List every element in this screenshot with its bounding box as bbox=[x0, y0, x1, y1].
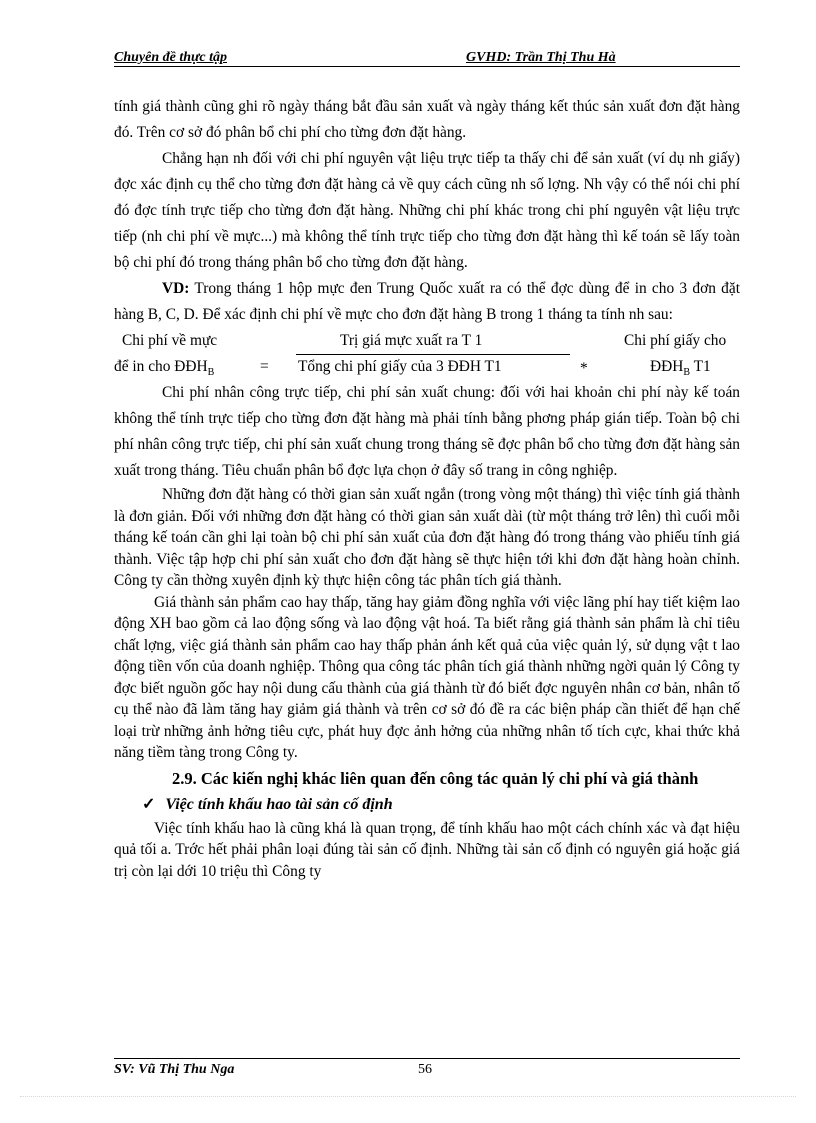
page-number: 56 bbox=[418, 1062, 432, 1077]
subsection-heading bbox=[114, 792, 740, 818]
formula-left-subscript: B bbox=[207, 367, 215, 379]
footer-author: SV: Vũ Thị Thu Nga bbox=[114, 1062, 235, 1077]
footer-rule bbox=[114, 1058, 740, 1059]
header-right: GVHD: Trần Thị Thu Hà bbox=[466, 50, 616, 65]
paragraph-3-text: Trong tháng 1 hộp mực đen Trung Quốc xuất ra có thể đợc dùng để in cho 3 đơn đặt hàng B, C, D. Để xác định chi phí về mực cho đơn đặt hàng B trong 1 tháng ta tính nh sau: bbox=[114, 280, 740, 323]
formula-numerator: Trị giá mực xuất ra T 1 bbox=[340, 332, 483, 349]
formula-left-line1: Chi phí về mực bbox=[122, 332, 218, 349]
paragraph-7: Việc tính khấu hao là cũng khá là quan trọng, để tính khấu hao một cách chính xác và đạt hiệu quả tối a. Trớc hết phải phân loại đúng tài sản cố định. Những tài sản cố định có nguyên giá hoặc giá trị còn lại dới 10 triệu thì Công ty bbox=[114, 819, 740, 880]
header-left: Chuyên đề thực tập bbox=[114, 50, 228, 65]
paragraph-3 bbox=[114, 276, 740, 328]
formula-right-line1: Chi phí giấy cho bbox=[624, 332, 727, 349]
formula-right-text-a: ĐĐH bbox=[650, 358, 684, 375]
formula-left-text: để in cho ĐĐH bbox=[114, 358, 208, 375]
paragraph-6: Giá thành sản phẩm cao hay thấp, tăng hay giảm đồng nghĩa với việc lãng phí hay tiết kiệm lao động XH bao gồm cả lao động sống và lao động vật hoá. Ta biết rằng giá thành sản phẩm là chỉ tiêu chất lợng, việc giá thành sản phẩm cao hay thấp phản ánh kết quả của việc quản lý, sử dụng vật t lao động tiền vốn của doanh nghiệp. Thông qua công tác phân tích giá thành những ngời quản lý Công ty đợc biết nguồn gốc hay nội dung cấu thành của giá thành từ đó biết đợc nguyên nhân cơ bản, nhân tố cụ thể nào đã làm tăng hay giảm giá thành và trên cơ sở đó đề ra các biện pháp cần thiết để hạn chế loại trừ những ảnh hởng tiêu cực, phát huy đợc ảnh hởng của những nhân tố tích cực, khai thức khả năng tiềm tàng trong Công ty. bbox=[114, 593, 740, 761]
header-rule bbox=[114, 66, 740, 67]
paragraph-5: Những đơn đặt hàng có thời gian sản xuất ngắn (trong vòng một tháng) thì việc tính giá thành là đơn giản. Đối với những đơn đặt hàng có thời gian sản xuất dài (từ một tháng trở lên) thì cuối mỗi tháng kế toán cần ghi lại toàn bộ chi phí sản xuất của đơn đặt hàng đó trong tháng vào phiếu tính giá thành. Việc tập hợp chi phí sản xuất cho đơn đặt hàng sẽ thực hiện tới khi đơn đặt hàng hoàn chỉnh. Công ty cần thờng xuyên định kỳ thực hiện công tác phân tích giá thành. bbox=[114, 486, 740, 589]
formula-right-subscript: B bbox=[683, 367, 691, 379]
example-label: VD: bbox=[162, 280, 190, 297]
formula-left-line2 bbox=[114, 354, 214, 386]
paragraph-4: Chi phí nhân công trực tiếp, chi phí sản xuất chung: đối với hai khoản chi phí này kế toán không thể tính trực tiếp cho từng đơn đặt hàng mà phải tính bằng phơng pháp gián tiếp. Toàn bộ chi phí nhân công trực tiếp, chi phí sản xuất chung trong tháng sẽ đợc phân bổ cho từng đơn đặt hàng sản xuất trong tháng. Tiêu chuẩn phân bổ đợc lựa chọn ở đây số trang in công nghiệp. bbox=[114, 384, 740, 479]
paragraph-1: tính giá thành cũng ghi rõ ngày tháng bắt đầu sản xuất và ngày tháng kết thúc sản xuất đơn đặt hàng đó. Trên cơ sở đó phân bổ chi phí cho từng đơn đặt hàng. bbox=[114, 98, 740, 141]
checkmark-icon: ✓ bbox=[142, 795, 156, 813]
page-bottom-divider bbox=[20, 1096, 796, 1097]
body-text bbox=[114, 94, 740, 882]
paragraph-2: Chẳng hạn nh đối với chi phí nguyên vật liệu trực tiếp ta thấy chi để sản xuất (ví dụ nh giấy) đợc xác định cụ thể cho từng đơn đặt hàng cả về quy cách cũng nh số lợng. Nh vậy có thể nói chi phí đó đợc tính trực tiếp cho từng đơn đặt hàng. Những chi phí khác trong chi phí nguyên vật liệu trực tiếp (nh chi phí về mực...) mà không thể tính trực tiếp cho từng đơn đặt hàng thì kế toán sẽ lấy toàn bộ chi phí đó trong tháng phân bổ cho từng đơn đặt hàng. bbox=[114, 150, 740, 271]
subsection-title: Việc tính khấu hao tài sản cố định bbox=[165, 795, 393, 813]
formula-equals: = bbox=[260, 358, 269, 375]
formula-right-line2 bbox=[650, 354, 711, 386]
formula-denominator: Tổng chi phí giấy của 3 ĐĐH T1 bbox=[298, 358, 502, 375]
section-heading: 2.9. Các kiến nghị khác liên quan đến công tác quản lý chi phí và giá thành bbox=[172, 768, 699, 788]
formula-right-text-b: T1 bbox=[690, 358, 711, 375]
formula-times: * bbox=[580, 360, 588, 377]
cost-formula bbox=[114, 328, 740, 380]
